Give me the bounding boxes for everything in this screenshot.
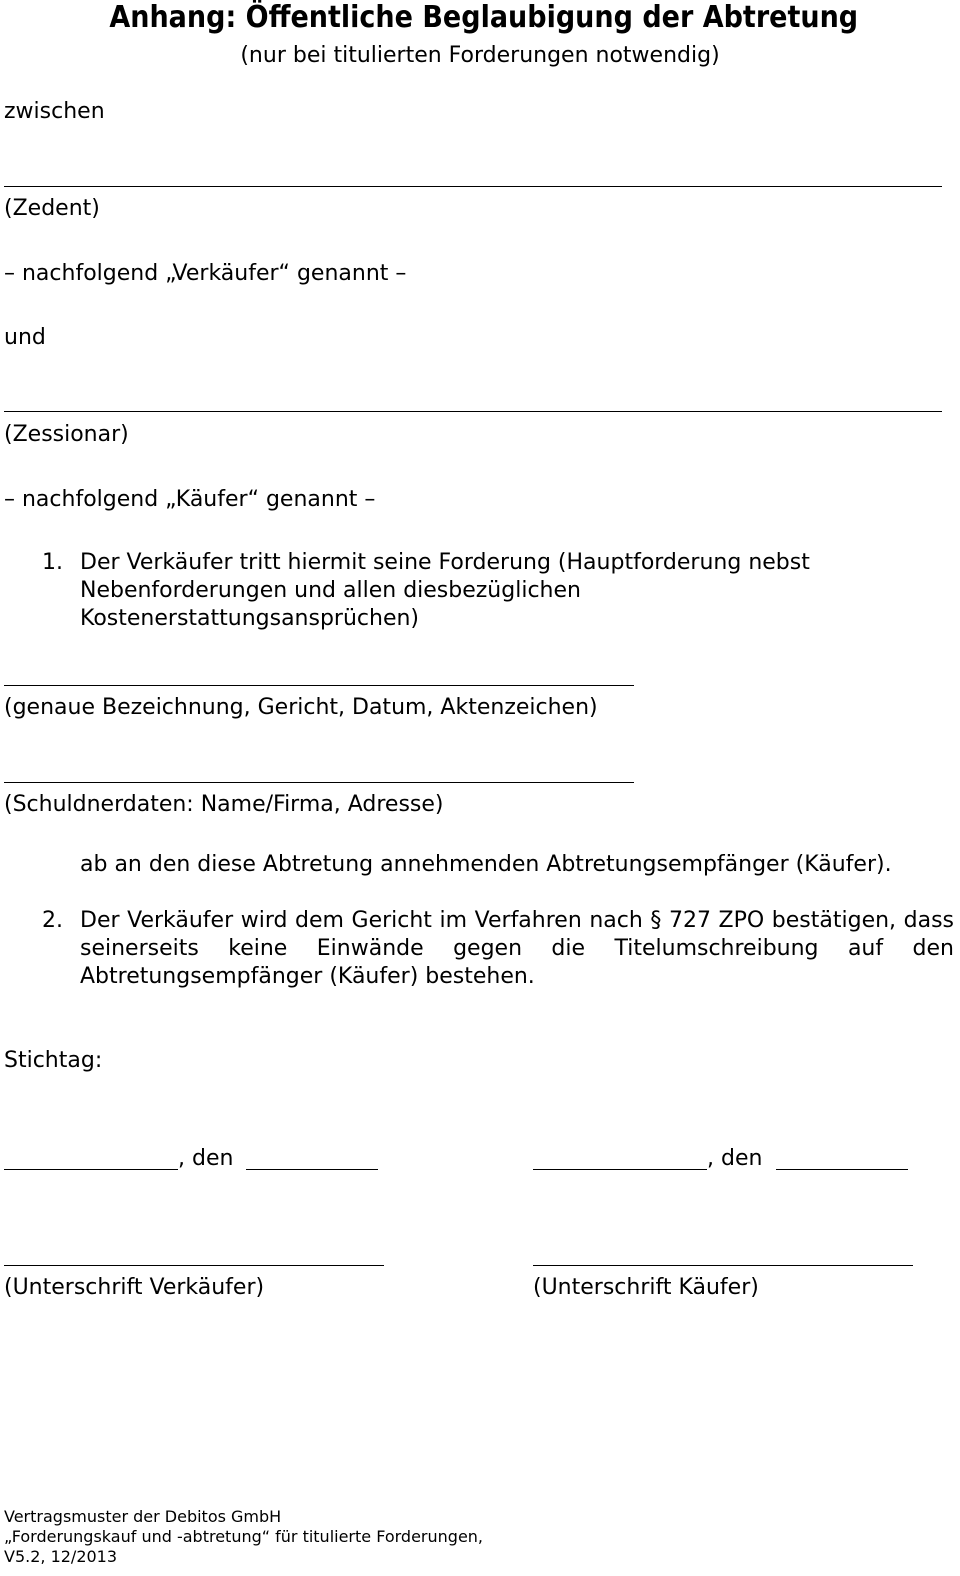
footer-line-3: V5.2, 12/2013: [4, 1547, 118, 1566]
assignee-name-line[interactable]: [4, 411, 942, 412]
buyer-signature-line[interactable]: [533, 1265, 913, 1266]
clause-2: [42, 907, 954, 997]
claim-designation-line[interactable]: [4, 685, 634, 686]
seller-den-label: , den: [178, 1146, 234, 1171]
buyer-place-line[interactable]: [533, 1169, 707, 1170]
between-label: zwischen: [4, 99, 105, 124]
buyer-date-line[interactable]: [776, 1169, 908, 1170]
footer-line-2: „Forderungskauf und -abtretung“ für titulierte Forderungen,: [4, 1527, 484, 1546]
clause-2-text: Der Verkäufer wird dem Gericht im Verfahren nach § 727 ZPO bestätigen, dass seinerseits keine Einwände gegen die Titelumschreibung auf den Abtretungsempfänger (Käufer) bestehen.: [80, 908, 954, 989]
clause-1-number: 1.: [42, 550, 63, 575]
cedent-name-line[interactable]: [4, 186, 942, 187]
seller-place-line[interactable]: [4, 1169, 178, 1170]
claim-designation-label: (genaue Bezeichnung, Gericht, Datum, Aktenzeichen): [4, 695, 598, 720]
clause-2-number: 2.: [42, 908, 63, 933]
and-label: und: [4, 325, 46, 350]
document-subtitle: [0, 42, 960, 70]
reference-date-label: Stichtag:: [4, 1048, 103, 1073]
cedent-label: (Zedent): [4, 196, 100, 221]
seller-date-line[interactable]: [246, 1169, 378, 1170]
buyer-signature-label: (Unterschrift Käufer): [533, 1275, 759, 1300]
clause-1-text: Der Verkäufer tritt hiermit seine Forderung (Hauptforderung nebst Nebenforderungen und allen diesbezüglichen Kostenerstattungsansprüchen): [80, 550, 810, 631]
seller-designation-note: – nachfolgend „Verkäufer“ genannt –: [4, 261, 407, 286]
seller-signature-label: (Unterschrift Verkäufer): [4, 1275, 265, 1300]
subtitle-text: (nur bei titulierten Forderungen notwendig): [240, 43, 720, 68]
document-title: Anhang: Öffentliche Beglaubigung der Abtretung: [109, 0, 859, 35]
buyer-designation-note: – nachfolgend „Käufer“ genannt –: [4, 487, 376, 512]
debtor-data-label: (Schuldnerdaten: Name/Firma, Adresse): [4, 792, 444, 817]
assignee-label: (Zessionar): [4, 422, 129, 447]
debtor-data-line[interactable]: [4, 782, 634, 783]
seller-signature-line[interactable]: [4, 1265, 384, 1266]
buyer-den-label: , den: [707, 1146, 763, 1171]
footer-line-1: Vertragsmuster der Debitos GmbH: [4, 1507, 282, 1526]
clause-1: [42, 549, 922, 639]
clause-1-closing: ab an den diese Abtretung annehmenden Abtretungsempfänger (Käufer).: [80, 852, 892, 877]
